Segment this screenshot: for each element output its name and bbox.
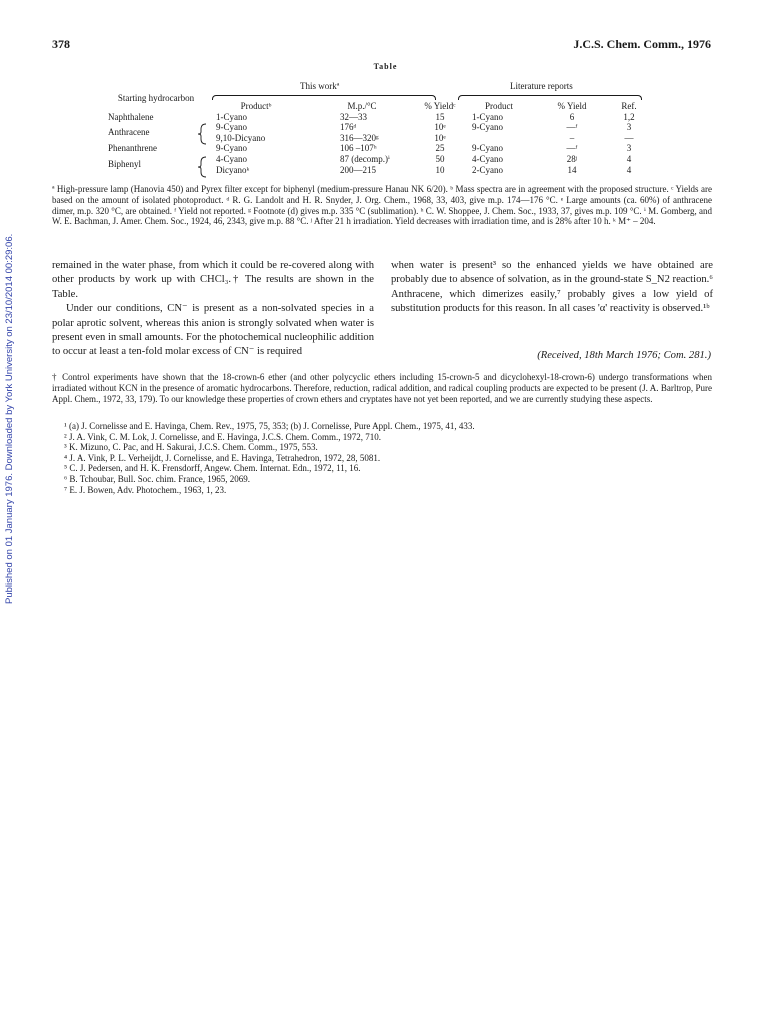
cell-mp: 316—320ᵍ (340, 132, 379, 143)
left-paragraph-1: remained in the water phase, from which it could be re-covered along with other products by work up with CHCl₃.† The results are shown in the Table. (52, 260, 374, 300)
reference-item: ³ K. Mizuno, C. Pac, and H. Sakurai, J.C.S. Chem. Comm., 1975, 553. (64, 442, 318, 453)
cell-yield: 10ᵉ (434, 122, 446, 133)
table-row (108, 122, 648, 133)
col-lit-product: Product (485, 101, 513, 111)
col-lit-yield: % Yield (557, 101, 587, 111)
col-mp: M.p./°C (347, 101, 377, 111)
reference-item: ⁷ E. J. Bowen, Adv. Photochem., 1963, 1, 23. (64, 484, 227, 495)
table-header-row (108, 94, 648, 112)
cell-lit-yield: 28ʲ (566, 153, 578, 164)
reference-item: ² J. A. Vink, C. M. Lok, J. Cornelisse, and E. Havinga, J.C.S. Chem. Comm., 1972, 710. (64, 431, 381, 442)
col-product: Productᵇ (240, 101, 272, 111)
brace-anthracene (198, 124, 206, 144)
cell-product: 9-Cyano (216, 143, 247, 154)
right-paragraph-1: when water is present³ so the enhanced yields we have obtained are probably due to absence of solvation, as in the ground-state S_N2 reaction.⁶ Anthracene, which dimerizes easily,⁷ probably gives a low yield of substitution products for this reason. In all cases 'α' reactivity is observed.¹ᵇ (391, 260, 713, 315)
cell-product: 1-Cyano (216, 111, 247, 122)
col-yield: % Yieldᶜ (424, 101, 456, 111)
table-caption: Table (373, 62, 398, 71)
cell-lit-product: 9-Cyano (472, 143, 503, 154)
cell-yield: 25 (435, 143, 445, 154)
cell-ref: 3 (626, 143, 632, 154)
reference-item: ⁴ J. A. Vink, P. L. Verheijdt, J. Cornelisse, and E. Havinga, Tetrahedron, 1972, 28, 5081. (64, 452, 381, 463)
results-table (108, 94, 648, 175)
cell-mp: 200—215 (340, 164, 376, 175)
cell-lit-product: 2-Cyano (472, 164, 503, 175)
brace-biphenyl (198, 157, 206, 177)
cell-yield: 15 (435, 111, 445, 122)
cell-yield: 50 (435, 153, 445, 164)
row-group-braces (196, 123, 210, 183)
group-literature: Literature reports (510, 81, 573, 91)
cell-yield: 10ᵉ (434, 132, 446, 143)
cell-lit-yield: – (569, 132, 575, 143)
cell-lit-product: 4-Cyano (472, 153, 503, 164)
cell-product: 9-Cyano (216, 122, 247, 133)
left-paragraph-2: Under our conditions, CN⁻ is present as a non-solvated species in a polar aprotic solvent, whereas this anion is strongly solvated when water is present even in small amounts. For the photochemical nucleophilic addition to occur at least a ten-fold molar excess of CN⁻ is required (52, 303, 374, 358)
cell-lit-yield: —ᶠ (566, 143, 578, 154)
cell-start: Phenanthrene (108, 143, 157, 154)
cell-lit-product (464, 133, 534, 144)
cell-ref: 4 (626, 153, 632, 164)
cell-yield: 10 (435, 164, 445, 175)
cell-ref: — (624, 132, 634, 143)
cell-product: 9,10-Dicyano (216, 132, 266, 143)
cell-mp: 176ᵈ (340, 122, 357, 133)
table-row (108, 154, 648, 165)
table-row (108, 112, 648, 123)
right-column (391, 259, 713, 317)
reference-item: ⁶ B. Tchoubar, Bull. Soc. chim. France, 1965, 2069. (64, 473, 250, 484)
reference-item: ⁵ C. J. Pedersen, and H. K. Frensdorff, Angew. Chem. Internat. Edn., 1972, 11, 16. (64, 463, 361, 474)
references-list (64, 421, 714, 495)
cell-lit-product: 1-Cyano (472, 111, 503, 122)
reference-item: ¹ (a) J. Cornelisse and E. Havinga, Chem. Rev., 1975, 75, 353; (b) J. Cornelisse, Pure Appl. Chem., 1975, 41, 433. (64, 421, 475, 431)
download-watermark: Published on 01 January 1976. Downloaded by York University on 23/10/2014 00:29:06. (4, 233, 15, 604)
cell-lit-yield: —ᶠ (566, 122, 578, 133)
col-ref: Ref. (621, 101, 637, 111)
cell-ref: 3 (626, 122, 632, 133)
left-column (52, 259, 374, 360)
group-this-work: This workª (300, 81, 340, 91)
cell-mp: 106 –107ʰ (340, 143, 377, 154)
cell-ref: 4 (626, 164, 632, 175)
journal-name: J.C.S. Chem. Comm., 1976 (573, 37, 711, 51)
cell-product: 4-Cyano (216, 153, 247, 164)
cell-ref: 1,2 (623, 111, 635, 122)
cell-lit-product: 9-Cyano (472, 122, 503, 133)
cell-start: Naphthalene (108, 111, 154, 122)
footnote-dagger: † Control experiments have shown that the 18-crown-6 ether (and other polycyclic ethers including 15-crown-5 and dicyclohexyl-18-crown-6) undergo transformations when irradiated without KCN in the presence of aromatic hydrocarbons. Therefore, reduction, radical addition, and radical coupling products are expected to be present (J. A. Barltrop, Pure Appl. Chem., 1972, 33, 179). To our knowledge these properties of crown ethers and cryptates have not yet been reported, and we are currently studying these aspects. (52, 372, 712, 404)
cell-lit-yield: 6 (569, 111, 575, 122)
col-starting-hydrocarbon: Starting hydrocarbon (117, 93, 195, 103)
page-number: 378 (52, 37, 70, 51)
table-footnotes: ª High-pressure lamp (Hanovia 450) and Pyrex filter except for biphenyl (medium-pressure Hanau NK 6/20). ᵇ Mass spectra are in agreement with the proposed structure. ᶜ Yields are based on the amount of isolated photoproduct. ᵈ R. G. Landolt and H. R. Snyder, J. Org. Chem., 1968, 33, 403, give m.p. 174—176 °C. ᵉ Large amounts (ca. 60%) of anthracene dimer, m.p. 320 °C, are obtained. ᶠ Yield not reported. ᵍ Footnote (d) gives m.p. 335 °C (sublimation). ʰ C. W. Shoppee, J. Chem. Soc., 1933, 37, gives m.p. 109 °C. ⁱ M. Gomberg, and W. E. Bachman, J. Amer. Chem. Soc., 1924, 46, 2343, give m.p. 88 °C. ʲ After 21 h irradiation. Yield decreases with irradiation time, and is 28% after 10 h. ᵏ M⁺ – 204. (52, 184, 712, 227)
cell-lit-yield: 14 (567, 164, 577, 175)
cell-product: Dicyanoᵏ (216, 164, 250, 175)
received-date: (Received, 18th March 1976; Com. 281.) (537, 350, 711, 361)
cell-mp: 32—33 (340, 111, 367, 122)
cell-start: Biphenyl (108, 158, 141, 169)
cell-start: Anthracene (108, 127, 150, 138)
cell-mp: 87 (decomp.)ⁱ (340, 153, 390, 164)
table-row (108, 143, 648, 154)
